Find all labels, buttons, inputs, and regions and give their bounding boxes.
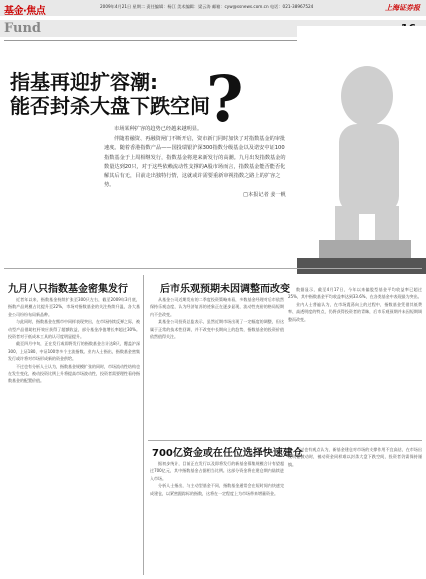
section-title: 700亿资金或在任位选择快速建仓 <box>152 448 303 459</box>
paragraph: 数据显示，截至4月17日，今年以来偏股型基金平均收益率已超过25%，其中指数基金平均收益率达到33.6%，在各类基金中表现最为突出。 <box>288 287 422 300</box>
issue-info: 2009年4月21日 星期二 责任编辑：杨江 美术编辑：梁云涛 邮箱：cyw@ssnews.com.cn 电话：021-38967524 <box>100 4 314 9</box>
paragraph: 业内人士普遍认为，在市场震荡向上的过程中，指数基金凭借其低费率、高透明度的特点，仍将获得投资者的青睐，后市乐观预期并未因短期调整而改变。 <box>288 301 422 322</box>
section-body-left <box>150 460 284 574</box>
lead-paragraph: 伴随着融资、再融资闸门不断开启，资市新门同时加快了对指数基金的审批速度。随着香港指数产品——国投瑞银沪深300指数分级基金以及诺安中证100指数基金于上周相继发行，指数基金将迎来新发行的高潮。九月出发指数基金的数量达到20只，对于这些依赖流动性支撑的A股市场而言，指数基金能否能否化解其后有无，目前走出独特行情，这就或许需要重新审视指数之路上的扩容之势。 <box>104 136 286 189</box>
lead-text <box>104 125 286 201</box>
paragraph: 某基金公司投资总监表示，虽然近期市场出现了一定幅度的调整，但这属于正常的技术性回调，并不改变中长期向上的趋势，指数基金的投资价值依然值得关注。 <box>150 319 284 340</box>
section-divider <box>148 440 422 441</box>
paragraph: 与此同时，指数基金在熊市中同样表现突出，在市场持续反弹之际，被动型产品借助杠杆效应获得了超额收益，部分基金净值增长率超过30%。投资者对于低成本工具的认可度明显提升。 <box>8 319 140 340</box>
photo-caption-bar <box>297 258 426 274</box>
lead-byline: □本报记者 姜一帆 <box>243 192 286 199</box>
paragraph: 从基金公司近期发布的二季度投资策略来看，多数基金经理对后市依然保持乐观态度，认为经济复苏的迹象正在逐步显现，流动性充裕的格局短期内不会改变。 <box>150 297 284 317</box>
section-name: 基金·焦点 <box>4 6 46 17</box>
column-divider <box>143 275 144 575</box>
paragraph: 不过也有分析人士认为，指数基金规模扩张的同时，市场流动性结构也在发生变化，被动投资比例上升将提高市场波动性，投资者需要理性看待指数基金的配置价值。 <box>8 363 140 384</box>
headline-line-2: 能否封杀大盘下跌空间 <box>10 94 210 118</box>
paragraph: 近者年以来，指数基金持续扩张至300只左右，截至2009年3月底，指数产品规模占比提升至22%，市场对指数基金的关注持续升温，各大基金公司纷纷布局新品种。 <box>8 297 140 317</box>
newspaper-logo: 上海证券报 <box>385 3 420 12</box>
section-title: 九月八只指数基金密集发行 <box>8 284 128 295</box>
section-body <box>8 296 140 573</box>
section-divider <box>4 268 422 269</box>
section-body-right <box>288 286 422 436</box>
headline-line-1: 指基再迎扩容潮: <box>10 70 158 94</box>
paragraph: 据初步统计，目前正在发行以及即将发行的新基金募集规模合计有望超过700亿元，其中指数基金占据相当比例。这部分资金将在建仓期内陆续进入市场。 <box>150 461 284 481</box>
photo-figure <box>297 26 426 264</box>
section-body-right <box>288 446 422 574</box>
section-body-left <box>150 296 284 436</box>
lead-paragraph: 市场某种扩容的趋势已经越来越明显。 <box>114 126 203 132</box>
question-mark-graphic: ? <box>206 62 244 137</box>
paragraph: 不过也有观点认为，新基金建仓对市场的支撑作用不宜高估，在市场出现明显波动时，被动资金同样难以封杀大盘下跌空间，投资者仍需保持谨慎。 <box>288 447 422 467</box>
column-label: Fund <box>4 21 41 36</box>
paragraph: 分析人士指出，与主动型基金不同，指数基金通常会在短时间内快速完成建仓，以紧密跟踪标的指数，这将在一定程度上为市场带来增量资金。 <box>150 483 284 496</box>
paragraph: 截至四月中旬，正在发行或即将发行的指数基金合计达8只，覆盖沪深300、上证180、中证100等多个主流指数。业内人士指出，指数基金密集发行或许将对市场形成新的资金供给。 <box>8 341 140 362</box>
section-title: 后市乐观预期未因调整而改变 <box>160 284 290 295</box>
